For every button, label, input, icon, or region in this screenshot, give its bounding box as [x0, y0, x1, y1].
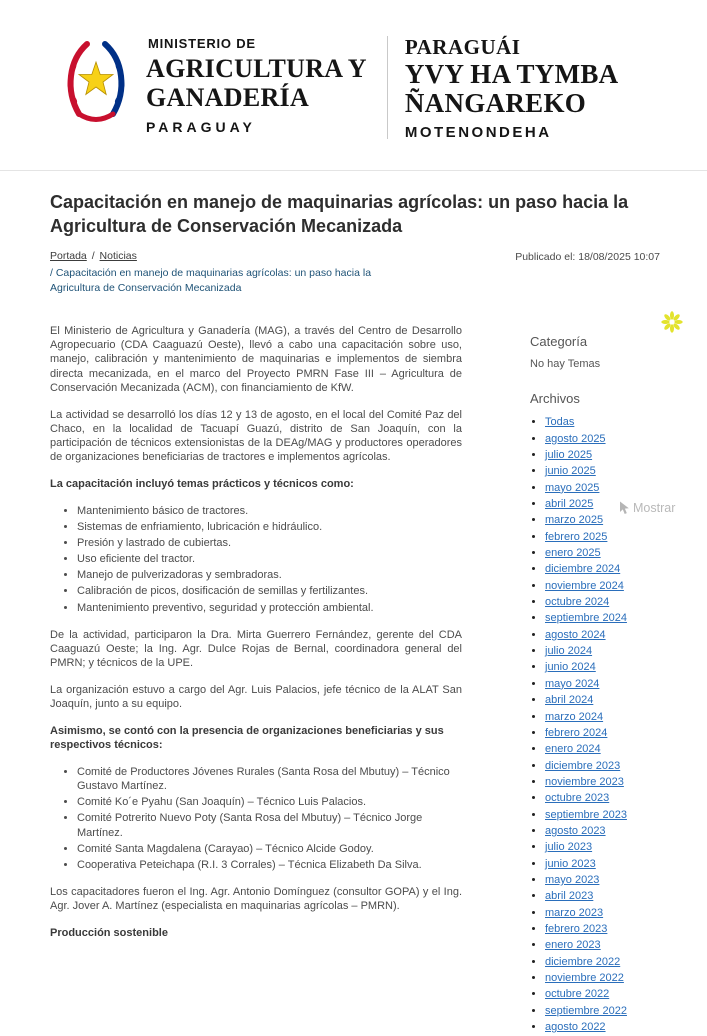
archive-link[interactable]: septiembre 2022 [545, 1004, 627, 1017]
archive-item [545, 906, 660, 921]
archive-link[interactable]: junio 2023 [545, 857, 596, 870]
main-content [0, 171, 707, 1036]
breadcrumb-current-label: Capacitación en manejo de maquinarias agrícolas: un paso hacia la Agricultura de Conservación Mecanizada [50, 266, 372, 295]
archive-link[interactable]: junio 2025 [545, 465, 596, 478]
archive-item [545, 513, 660, 528]
archive-item [545, 660, 660, 675]
meta-row [50, 250, 660, 296]
archive-item [545, 432, 660, 447]
archive-link[interactable]: marzo 2023 [545, 906, 604, 919]
header-divider [387, 36, 388, 139]
sidebar-category-title: Categoría [530, 334, 588, 350]
content-columns [50, 324, 660, 1036]
archive-item [545, 840, 660, 855]
archive-link[interactable]: octubre 2022 [545, 988, 610, 1001]
tooltip-label: Mostrar [633, 501, 676, 515]
archive-item [545, 415, 660, 430]
archive-link[interactable]: febrero 2023 [545, 922, 608, 935]
archive-item [545, 775, 660, 790]
breadcrumb-separator: / [91, 249, 95, 262]
archive-link[interactable]: enero 2025 [545, 547, 601, 560]
article-paragraph: De la actividad, participaron la Dra. Mirta Guerrero Fernández, gerente del CDA Caaguazú Oeste; la Ing. Agr. Dulce Rojas de Bernal, coordinadora general del PMRN; y técnicos de la UPE. [50, 628, 462, 669]
archive-link[interactable]: noviembre 2023 [545, 775, 624, 788]
archive-link[interactable]: agosto 2025 [545, 432, 606, 445]
breadcrumb-separator-2: / [50, 266, 53, 279]
ministry-line-4: PARAGUAY [146, 119, 256, 136]
guarani-line-3: ÑANGAREKO [404, 87, 587, 118]
archive-item [545, 546, 660, 561]
site-header [0, 0, 707, 171]
ministry-line-2: AGRICULTURA Y [146, 54, 367, 83]
archive-link[interactable]: julio 2023 [545, 841, 593, 854]
archive-item [545, 938, 660, 953]
archive-link[interactable]: abril 2023 [545, 890, 594, 903]
archive-item [545, 971, 660, 986]
archive-link[interactable]: septiembre 2024 [545, 612, 627, 625]
article-paragraph: El Ministerio de Agricultura y Ganadería (MAG), a través del Centro de Desarrollo Agropecuario (CDA Caaguazú Oeste), llevó a cabo una capacitación sobre uso, manejo, calibración y mantenimiento de maquinarias e implementos de siembra directa mecanizada, en el marco del Proyecto PMRN Fase III – Agricultura de Conservación Mecanizada (ACM), con financiamiento de KfW. [50, 325, 462, 394]
archive-link[interactable]: agosto 2023 [545, 824, 606, 837]
archive-link[interactable]: noviembre 2024 [545, 579, 624, 592]
article-bullet-item: • Comité de Productores Jóvenes Rurales (Santa Rosa del Mbutuy) – Técnico Gustavo Martínez. [77, 765, 462, 793]
archive-item [545, 857, 660, 872]
archive-item [545, 742, 660, 757]
archive-item [545, 693, 660, 708]
sidebar-archives-title: Archivos [530, 391, 580, 407]
archive-link[interactable]: mayo 2023 [545, 873, 600, 886]
archive-item [545, 530, 660, 545]
archive-link[interactable]: febrero 2024 [545, 726, 608, 739]
mostrar-tooltip [616, 501, 678, 515]
archive-item [545, 889, 660, 904]
archive-link[interactable]: mayo 2025 [545, 481, 600, 494]
article-bullet-item: • Mantenimiento básico de tractores. [77, 504, 462, 518]
archive-item [545, 808, 660, 823]
archive-item [545, 644, 660, 659]
archive-item [545, 628, 660, 643]
archive-item [545, 1004, 660, 1019]
archive-item [545, 873, 660, 888]
archive-item [545, 464, 660, 479]
archive-item [545, 579, 660, 594]
breadcrumb-links [50, 250, 137, 262]
archive-item [545, 1020, 660, 1035]
article-bullet-list [50, 765, 462, 872]
archive-link[interactable]: agosto 2022 [545, 1021, 606, 1034]
breadcrumb-home-link[interactable]: Portada [50, 249, 87, 262]
guarani-line-2: YVY HA TYMBA [404, 59, 619, 89]
article-bullet-item: • Comité Potrerito Nuevo Poty (Santa Rosa del Mbutuy) – Técnico Jorge Martínez. [77, 811, 462, 839]
article-bullet-item: • Comité Santa Magdalena (Carayao) – Técnico Alcide Godoy. [77, 842, 462, 856]
archive-link[interactable]: abril 2025 [545, 498, 594, 511]
guarani-line-1: PARAGUÁI [404, 35, 521, 59]
archive-item [545, 987, 660, 1002]
article-subheading: Asimismo, se contó con la presencia de organizaciones beneficiarias y sus respectivos técnicos: [50, 725, 444, 752]
article-bullet-item: • Manejo de pulverizadoras y sembradoras. [77, 568, 462, 582]
guarani-wordmark [405, 34, 619, 141]
archive-item [545, 824, 660, 839]
archive-link[interactable]: julio 2025 [545, 449, 593, 461]
archive-link[interactable]: agosto 2024 [545, 628, 606, 641]
archive-link[interactable]: diciembre 2023 [545, 759, 621, 772]
article-bullet-item: • Sistemas de enfriamiento, lubricación e hidráulico. [77, 520, 462, 534]
archive-link[interactable]: diciembre 2024 [545, 563, 621, 576]
ministry-wordmark [146, 34, 367, 135]
article-paragraph: Los capacitadores fueron el Ing. Agr. Antonio Domínguez (consultor GOPA) y el Ing. Agr. Jover A. Martínez (especialista en maquinarias agrícolas – PMRN). [50, 885, 462, 912]
archive-link[interactable]: noviembre 2022 [545, 972, 624, 984]
archive-link[interactable]: febrero 2025 [545, 530, 608, 543]
breadcrumb-section-link[interactable]: Noticias [99, 249, 137, 262]
article-bullet-item: • Cooperativa Peteichapa (R.I. 3 Corrales) – Técnica Elizabeth Da Silva. [77, 858, 462, 872]
archive-link[interactable]: julio 2024 [545, 645, 593, 658]
archive-item [545, 710, 660, 725]
ministry-line-3: GANADERÍA [146, 83, 310, 113]
cursor-icon [619, 501, 630, 515]
archive-link[interactable]: Todas [545, 416, 575, 429]
article-paragraph: La actividad se desarrolló los días 12 y 13 de agosto, en el local del Comité Paz del Chaco, en la localidad de Tacuapí Guazú, distrito de San Joaquín, con la participación de técnicos extensionistas de la DEAg/MAG y productores operadores de organizaciones beneficiarias de tractores e implementos agrícolas. [50, 408, 462, 463]
article-bullet-list [50, 504, 462, 615]
archive-link[interactable]: junio 2024 [545, 661, 596, 674]
ministry-line-1: MINISTERIO DE [148, 36, 256, 51]
archive-item [545, 955, 660, 970]
article-bullet-item: • Calibración de picos, dosificación de semillas y fertilizantes. [77, 584, 462, 598]
article-subheading: La capacitación incluyó temas prácticos y técnicos como: [50, 478, 354, 491]
archive-item [545, 726, 660, 741]
archive-item [545, 448, 660, 463]
archive-link[interactable]: octubre 2024 [545, 596, 610, 609]
article-subheading: Producción sostenible [50, 926, 168, 939]
archive-item [545, 595, 660, 610]
guarani-line-4: MOTENONDEHA [404, 124, 552, 142]
article-bullet-item: • Comité Ko´e Pyahu (San Joaquín) – Técnico Luis Palacios. [77, 795, 462, 809]
archive-link[interactable]: octubre 2023 [545, 792, 610, 805]
archive-item [545, 611, 660, 626]
archive-link[interactable]: marzo 2025 [545, 514, 604, 527]
page-title: Capacitación en manejo de maquinarias agrícolas: un paso hacia la Agricultura de Conservación Mecanizada [50, 192, 629, 236]
archive-item [545, 922, 660, 937]
article-bullet-item: • Mantenimiento preventivo, seguridad y protección ambiental. [77, 601, 462, 615]
paraguay-coat-of-arms-icon [56, 34, 136, 135]
archive-item [545, 759, 660, 774]
sidebar [530, 324, 660, 1036]
archive-item [545, 791, 660, 806]
category-empty-text: No hay Temas [530, 358, 601, 371]
archive-link[interactable]: mayo 2024 [545, 677, 600, 690]
article-body [50, 324, 462, 1036]
archive-link[interactable]: enero 2024 [545, 743, 601, 756]
archive-link[interactable]: septiembre 2023 [545, 808, 627, 821]
archive-item [545, 481, 660, 496]
published-date: Publicado el: 18/08/2025 10:07 [515, 250, 660, 263]
article-bullet-item: • Uso eficiente del tractor. [77, 552, 462, 566]
accessibility-widget-icon[interactable] [661, 311, 683, 333]
breadcrumb-current [50, 266, 410, 296]
archive-item [545, 677, 660, 692]
archive-link[interactable]: abril 2024 [545, 694, 594, 707]
archive-link[interactable]: marzo 2024 [545, 710, 604, 723]
archive-link[interactable]: enero 2023 [545, 939, 601, 952]
archive-link[interactable]: diciembre 2022 [545, 955, 621, 968]
article-paragraph: La organización estuvo a cargo del Agr. Luis Palacios, jefe técnico de la ALAT San Joaquín, junto a su equipo. [50, 683, 462, 710]
archive-item [545, 562, 660, 577]
article-bullet-item: • Presión y lastrado de cubiertas. [77, 536, 462, 550]
